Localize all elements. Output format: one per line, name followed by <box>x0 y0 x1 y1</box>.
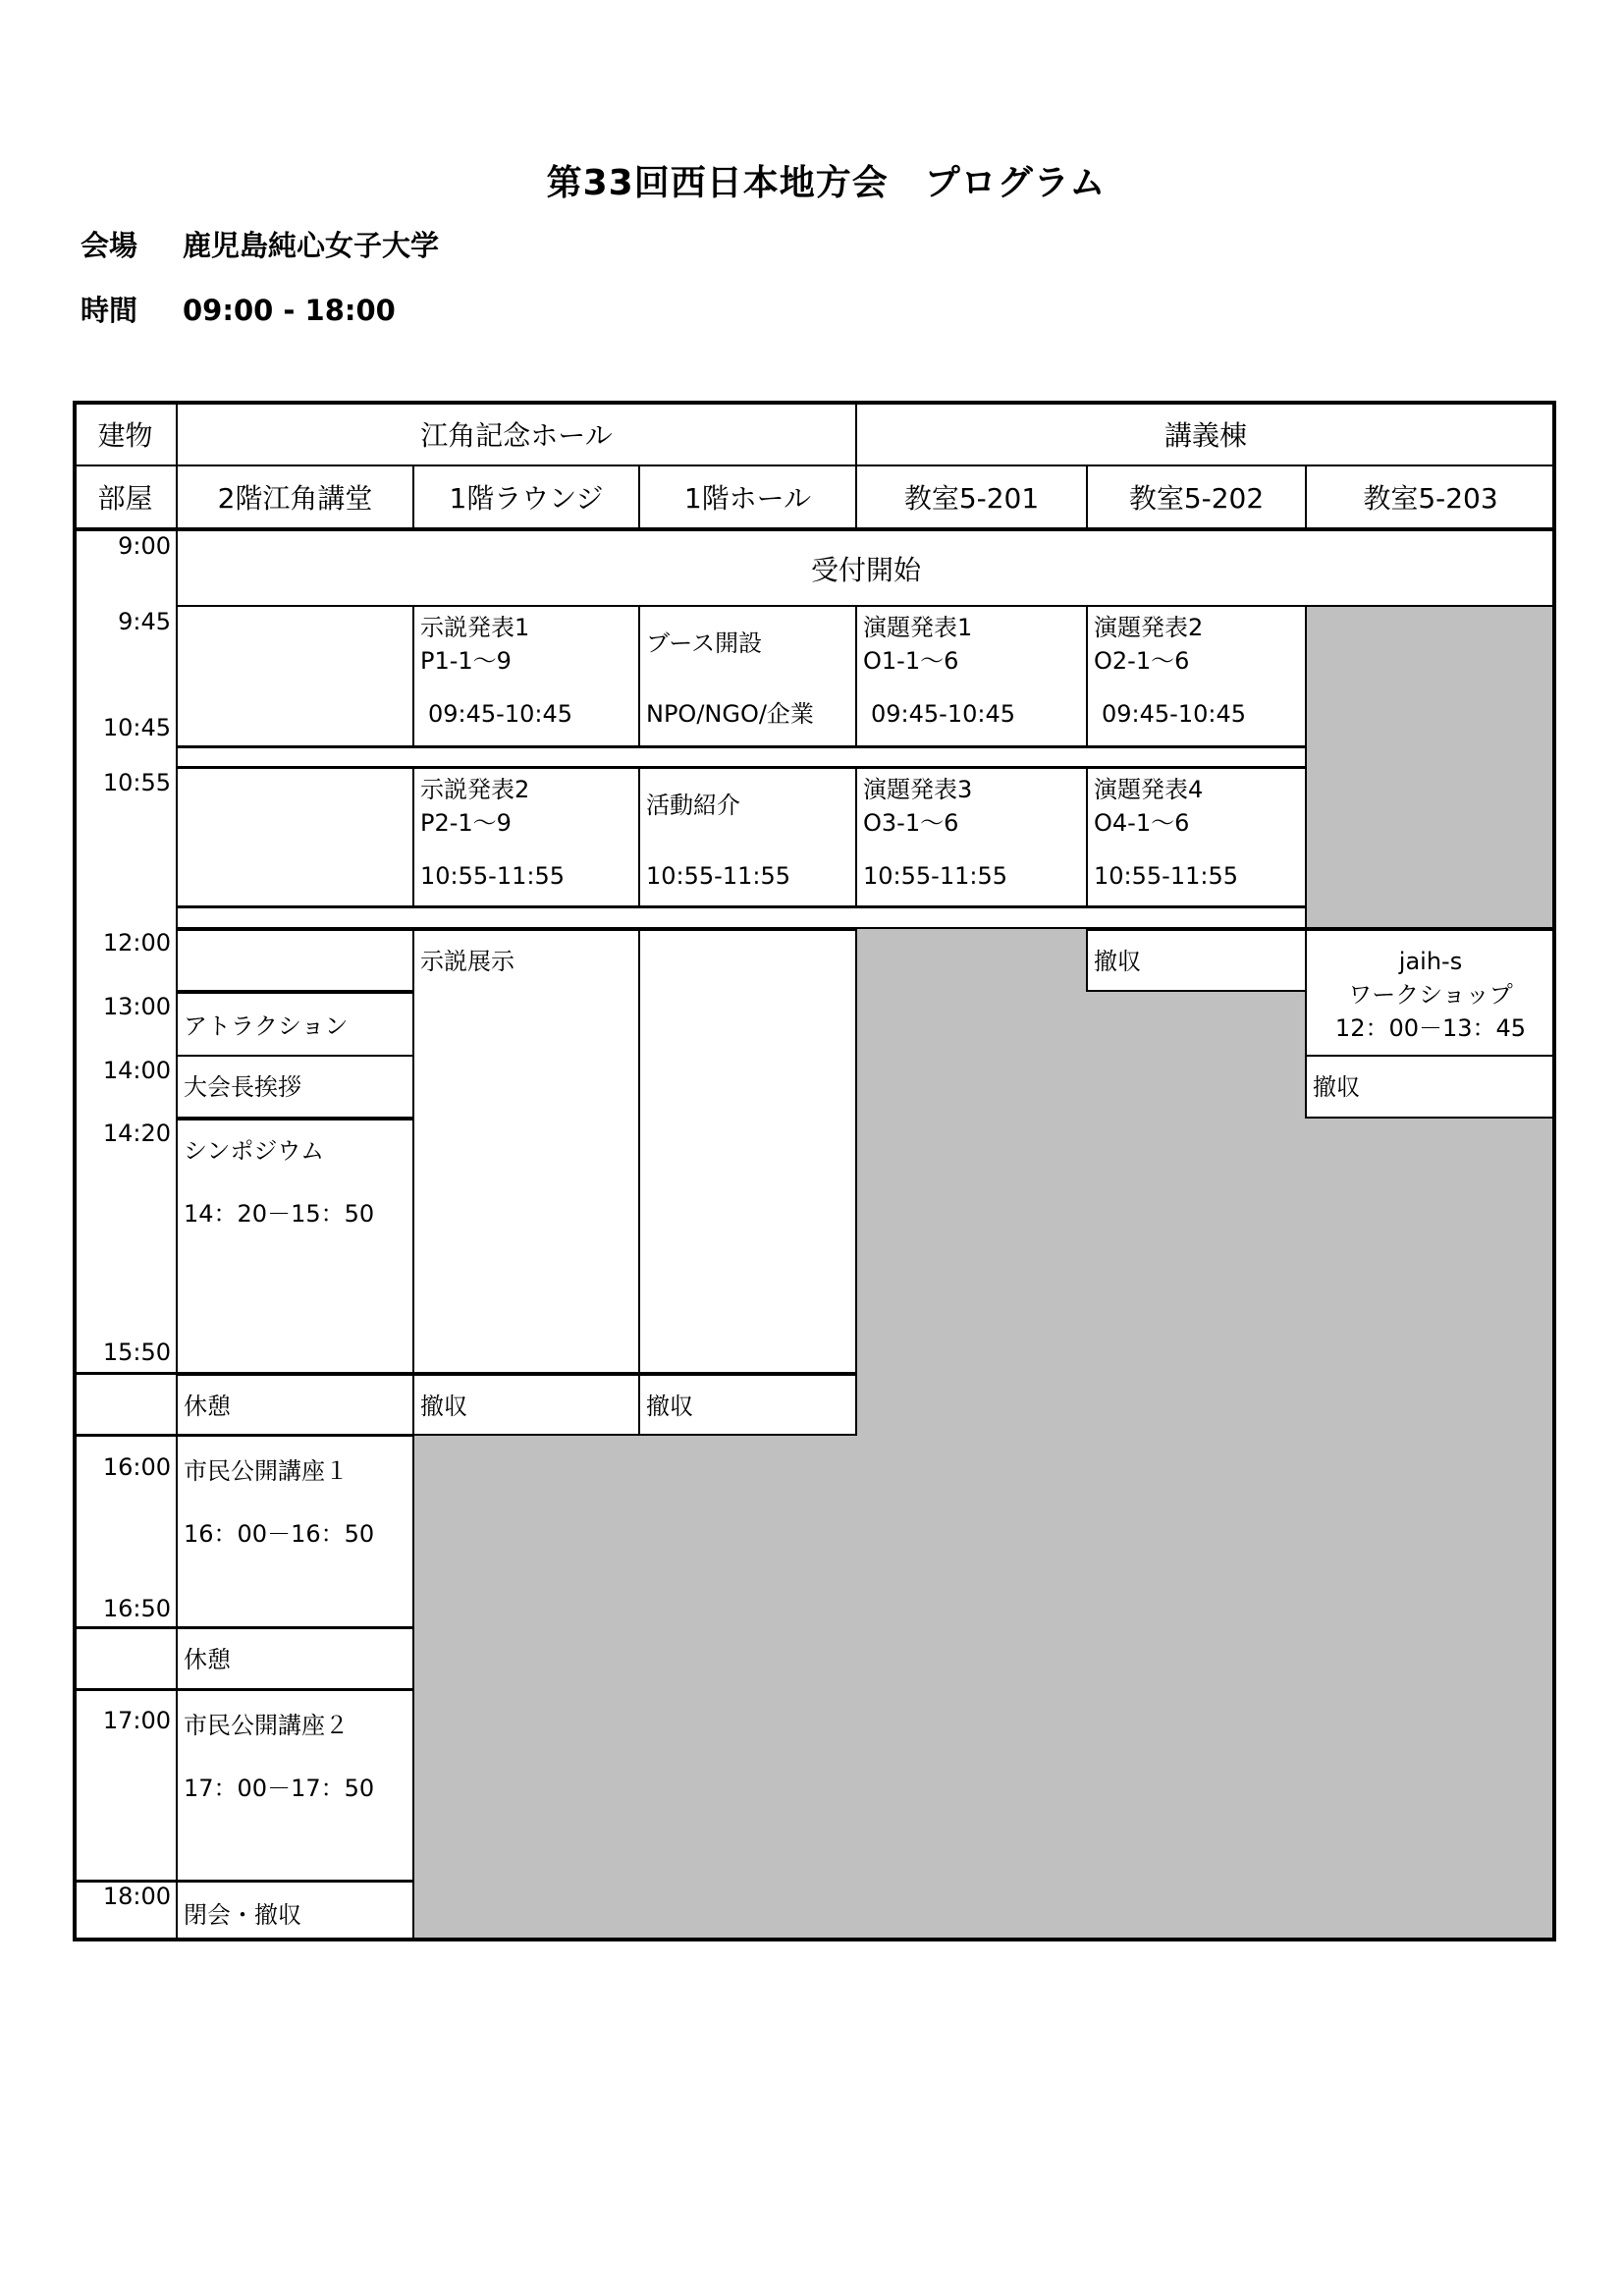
r203-cleanup <box>1305 1055 1556 1119</box>
event-time: 09:45-10:45 <box>871 700 1015 728</box>
president-greeting <box>176 1055 414 1119</box>
time-label: 12:00 <box>102 929 171 957</box>
event-title: 示説発表1 <box>420 614 530 641</box>
oral-session-4 <box>1086 766 1307 907</box>
event-title: 演題発表3 <box>863 776 973 803</box>
event-title: 示説発表2 <box>420 776 530 803</box>
event-title: ブース開設 <box>646 629 763 657</box>
room-1f-lounge: 1階ラウンジ <box>412 465 640 529</box>
document-title: 第33回西日本地方会 プログラム <box>546 163 1107 203</box>
interval-row-1 <box>176 745 1307 768</box>
event-title: 撤収 <box>420 1393 467 1420</box>
building-label: 建物 <box>73 401 178 466</box>
time-column-break2 <box>73 1626 178 1690</box>
time-label: 13:00 <box>102 993 171 1020</box>
poster-session-2 <box>412 766 640 907</box>
time-column-break1 <box>73 1372 178 1436</box>
poster-session-1 <box>412 605 640 747</box>
event-title: 示説展示 <box>420 948 514 975</box>
venue-label: 会場 <box>81 229 138 262</box>
event-title: 休憩 <box>184 1646 231 1673</box>
lounge-cleanup <box>412 1372 640 1436</box>
auditorium-slot1 <box>176 605 414 747</box>
event-title: 休憩 <box>184 1393 231 1420</box>
break-2 <box>176 1626 414 1690</box>
event-title: 撤収 <box>1094 948 1141 975</box>
event-title: 市民公開講座２ <box>184 1712 349 1739</box>
event-time: 10:55-11:55 <box>1094 862 1238 890</box>
auditorium-slot2 <box>176 766 414 907</box>
event-code: O1-1〜6 <box>863 647 959 675</box>
time-label: 時間 <box>81 294 138 327</box>
interval-row-2 <box>176 905 1307 929</box>
closing-cleanup <box>176 1880 414 1941</box>
event-title: 演題発表2 <box>1094 614 1204 641</box>
time-label: 18:00 <box>102 1883 171 1910</box>
room-label: 部屋 <box>73 465 178 529</box>
event-time: 17：00－17：50 <box>184 1775 375 1802</box>
time-label: 14:20 <box>102 1120 171 1147</box>
event-title: 大会長挨拶 <box>184 1073 301 1101</box>
hall-afternoon <box>638 927 857 1374</box>
time-label: 16:00 <box>102 1453 171 1481</box>
time-label: 14:00 <box>102 1057 171 1084</box>
activity-introduction <box>638 766 857 907</box>
event-title: 演題発表4 <box>1094 776 1204 803</box>
event-time: 10:55-11:55 <box>646 862 790 890</box>
room-5-203: 教室5-203 <box>1305 465 1556 529</box>
event-title: 演題発表1 <box>863 614 973 641</box>
event-code: P2-1〜9 <box>420 809 512 837</box>
time-label: 9:00 <box>118 532 171 560</box>
room-1f-hall: 1階ホール <box>638 465 857 529</box>
symposium <box>176 1117 414 1374</box>
event-time: 10:55-11:55 <box>863 862 1007 890</box>
event-title: シンポジウム <box>184 1137 325 1165</box>
time-label: 15:50 <box>102 1339 171 1366</box>
event-time: 10:55-11:55 <box>420 862 565 890</box>
event-title: 市民公開講座１ <box>184 1457 349 1485</box>
event-title: 撤収 <box>646 1393 693 1420</box>
venue-line <box>81 224 439 264</box>
hall-cleanup <box>638 1372 857 1436</box>
event-sub: NPO/NGO/企業 <box>646 700 814 728</box>
building-ezumi-hall: 江角記念ホール <box>176 401 857 466</box>
oral-session-3 <box>855 766 1088 907</box>
public-lecture-2 <box>176 1688 414 1882</box>
poster-display <box>412 927 640 1374</box>
event-time: 09:45-10:45 <box>1102 700 1246 728</box>
jaih-s-workshop <box>1305 927 1556 1057</box>
event-title: jaih-s <box>1398 948 1463 975</box>
event-title: 閉会・撤収 <box>184 1901 301 1929</box>
venue-value: 鹿児島純心女子大学 <box>183 229 440 262</box>
event-title: 撤収 <box>1313 1073 1360 1101</box>
break-1 <box>176 1372 414 1436</box>
time-label: 17:00 <box>102 1707 171 1734</box>
auditorium-lunch <box>176 927 414 992</box>
time-label: 10:45 <box>102 714 171 741</box>
event-title: 活動紹介 <box>646 792 740 819</box>
event-time: 12：00－13：45 <box>1334 1014 1527 1042</box>
event-time: 09:45-10:45 <box>428 700 572 728</box>
room-5-201: 教室5-201 <box>855 465 1088 529</box>
event-title: アトラクション <box>184 1012 349 1040</box>
event-time: 14：20－15：50 <box>184 1200 375 1228</box>
r202-cleanup <box>1086 927 1307 992</box>
time-line <box>81 289 396 329</box>
event-time: 16：00－16：50 <box>184 1520 375 1548</box>
event-subtitle: ワークショップ <box>1348 981 1513 1009</box>
time-value: 09:00 - 18:00 <box>183 294 396 327</box>
public-lecture-1 <box>176 1434 414 1628</box>
building-lecture: 講義棟 <box>855 401 1556 466</box>
unused-r203-morning <box>1306 605 1556 927</box>
oral-session-1 <box>855 605 1088 747</box>
booth-opening <box>638 605 857 747</box>
time-label: 16:50 <box>102 1595 171 1622</box>
oral-session-2 <box>1086 605 1307 747</box>
attraction <box>176 990 414 1057</box>
room-5-202: 教室5-202 <box>1086 465 1307 529</box>
event-code: O4-1〜6 <box>1094 809 1190 837</box>
unused-hall-evening <box>412 1434 1556 1941</box>
reception-open: 受付開始 <box>176 527 1556 607</box>
event-code: O3-1〜6 <box>863 809 959 837</box>
event-code: O2-1〜6 <box>1094 647 1190 675</box>
time-label: 10:55 <box>102 769 171 796</box>
room-2f-auditorium: 2階江角講堂 <box>176 465 414 529</box>
event-code: P1-1〜9 <box>420 647 512 675</box>
time-label: 9:45 <box>118 608 171 635</box>
